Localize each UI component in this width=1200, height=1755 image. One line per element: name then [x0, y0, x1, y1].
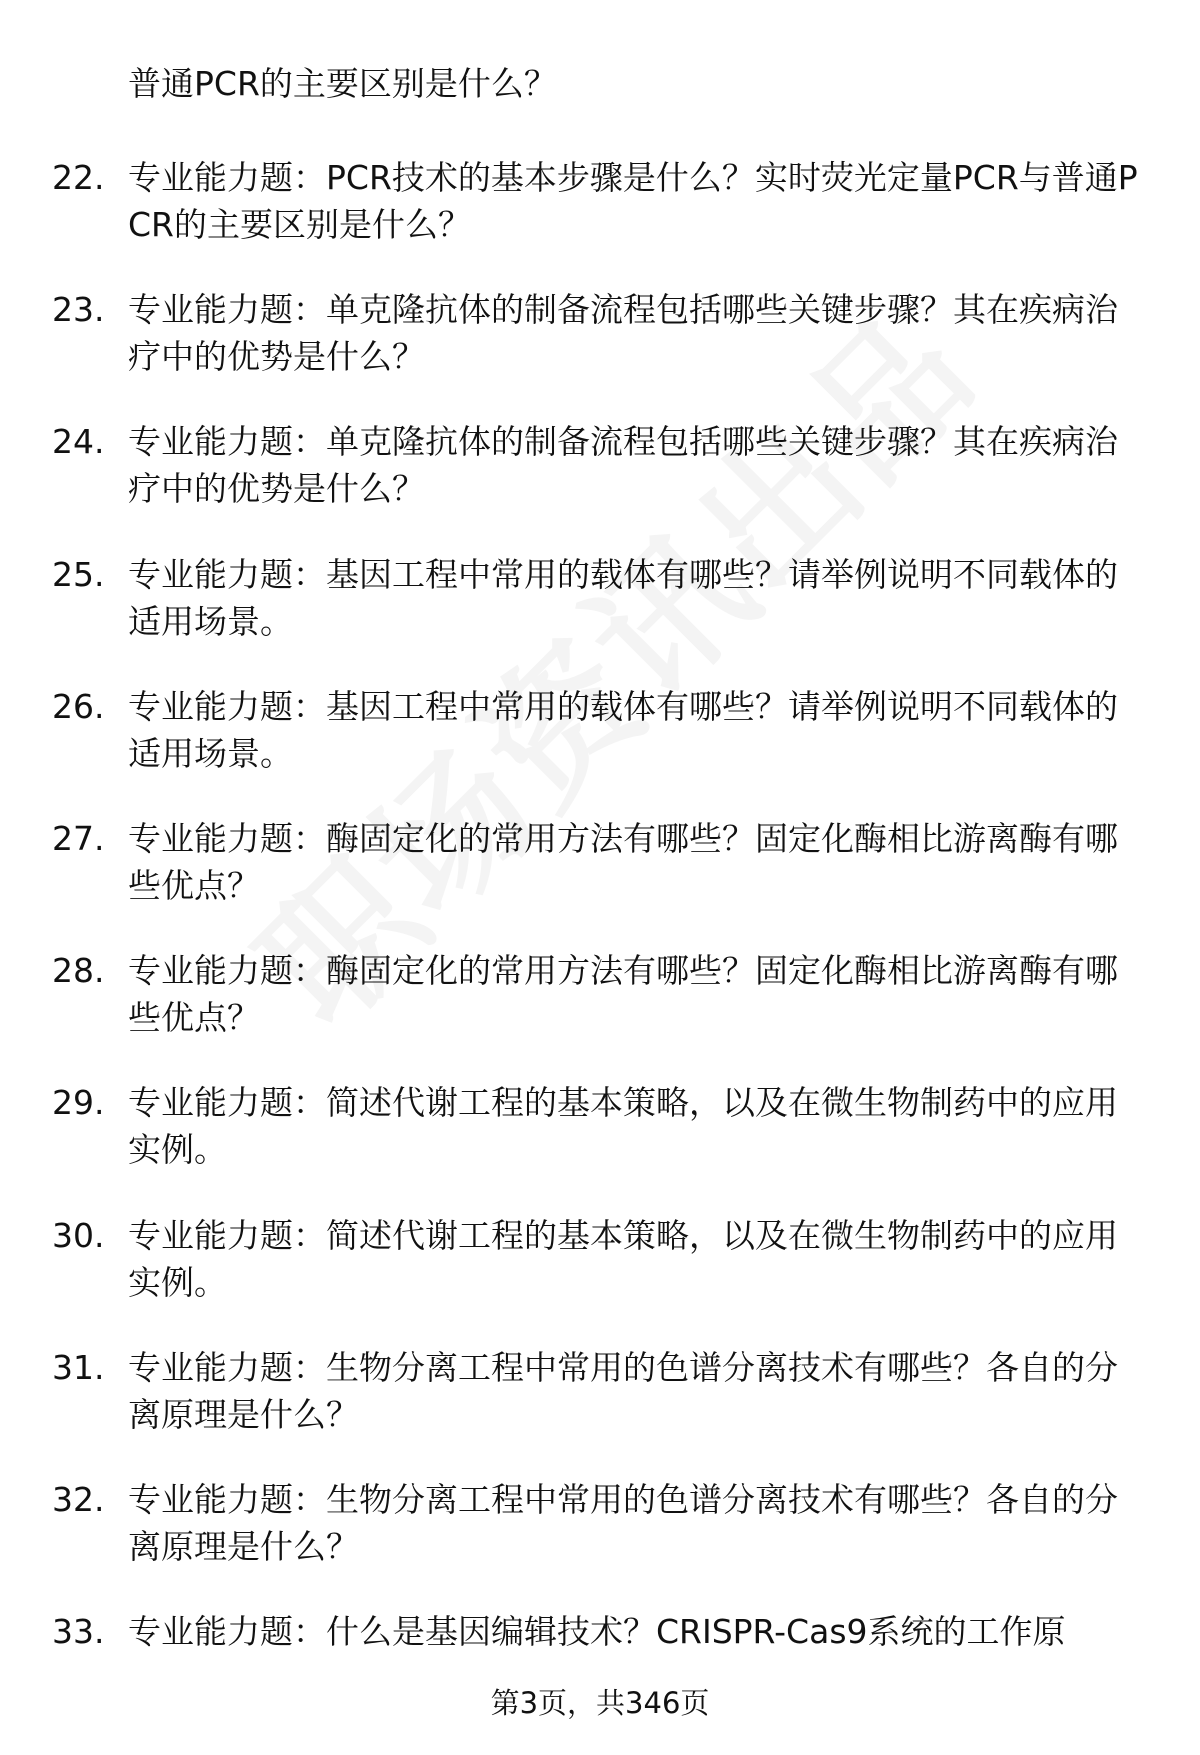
question-item [0, 815, 1200, 947]
question-item [0, 1476, 1200, 1608]
question-text: 专业能力题：生物分离工程中常用的色谱分离技术有哪些？各自的分离原理是什么？ [128, 1347, 1118, 1434]
question-text: 专业能力题：简述代谢工程的基本策略，以及在微生物制药中的应用实例。 [128, 1083, 1118, 1170]
question-item [0, 683, 1200, 815]
question-number: 26. [52, 686, 105, 726]
question-number: 24. [52, 422, 105, 462]
question-number: 33. [52, 1612, 105, 1652]
question-number: 30. [52, 1215, 105, 1255]
question-text: 专业能力题：基因工程中常用的载体有哪些？请举例说明不同载体的适用场景。 [128, 554, 1118, 641]
question-number: 25. [52, 554, 105, 594]
question-number: 29. [52, 1083, 105, 1123]
question-list [0, 154, 1200, 1740]
question-text: 专业能力题：基因工程中常用的载体有哪些？请举例说明不同载体的适用场景。 [128, 686, 1118, 773]
page-footer: 第3页，共346页 [490, 1686, 710, 1720]
question-text: 专业能力题：酶固定化的常用方法有哪些？固定化酶相比游离酶有哪些优点？ [128, 818, 1118, 905]
question-text: 专业能力题：生物分离工程中常用的色谱分离技术有哪些？各自的分离原理是什么？ [128, 1479, 1118, 1566]
question-item [0, 286, 1200, 418]
question-text: 专业能力题：酶固定化的常用方法有哪些？固定化酶相比游离酶有哪些优点？ [128, 951, 1118, 1038]
question-number: 23. [52, 290, 105, 330]
question-item [0, 551, 1200, 683]
question-text: 专业能力题：简述代谢工程的基本策略，以及在微生物制药中的应用实例。 [128, 1215, 1118, 1302]
question-number: 32. [52, 1479, 105, 1519]
question-item [0, 1212, 1200, 1344]
question-item [0, 418, 1200, 550]
question-text: 专业能力题：PCR技术的基本步骤是什么？实时荧光定量PCR与普通PCR的主要区别是什么？ [128, 158, 1138, 244]
question-text: 专业能力题：单克隆抗体的制备流程包括哪些关键步骤？其在疾病治疗中的优势是什么？ [128, 290, 1118, 377]
question-item [0, 1079, 1200, 1211]
question-item [0, 154, 1200, 286]
question-number: 27. [52, 818, 105, 858]
question-number: 31. [52, 1347, 105, 1387]
question-number: 22. [52, 158, 105, 197]
question-item [0, 947, 1200, 1079]
question-text: 专业能力题：什么是基因编辑技术？CRISPR-Cas9系统的工作原 [128, 1612, 1066, 1652]
question-number: 28. [52, 951, 105, 991]
continued-question-fragment: 普通PCR的主要区别是什么？ [128, 64, 557, 103]
question-item [0, 1344, 1200, 1476]
question-text: 专业能力题：单克隆抗体的制备流程包括哪些关键步骤？其在疾病治疗中的优势是什么？ [128, 422, 1118, 509]
